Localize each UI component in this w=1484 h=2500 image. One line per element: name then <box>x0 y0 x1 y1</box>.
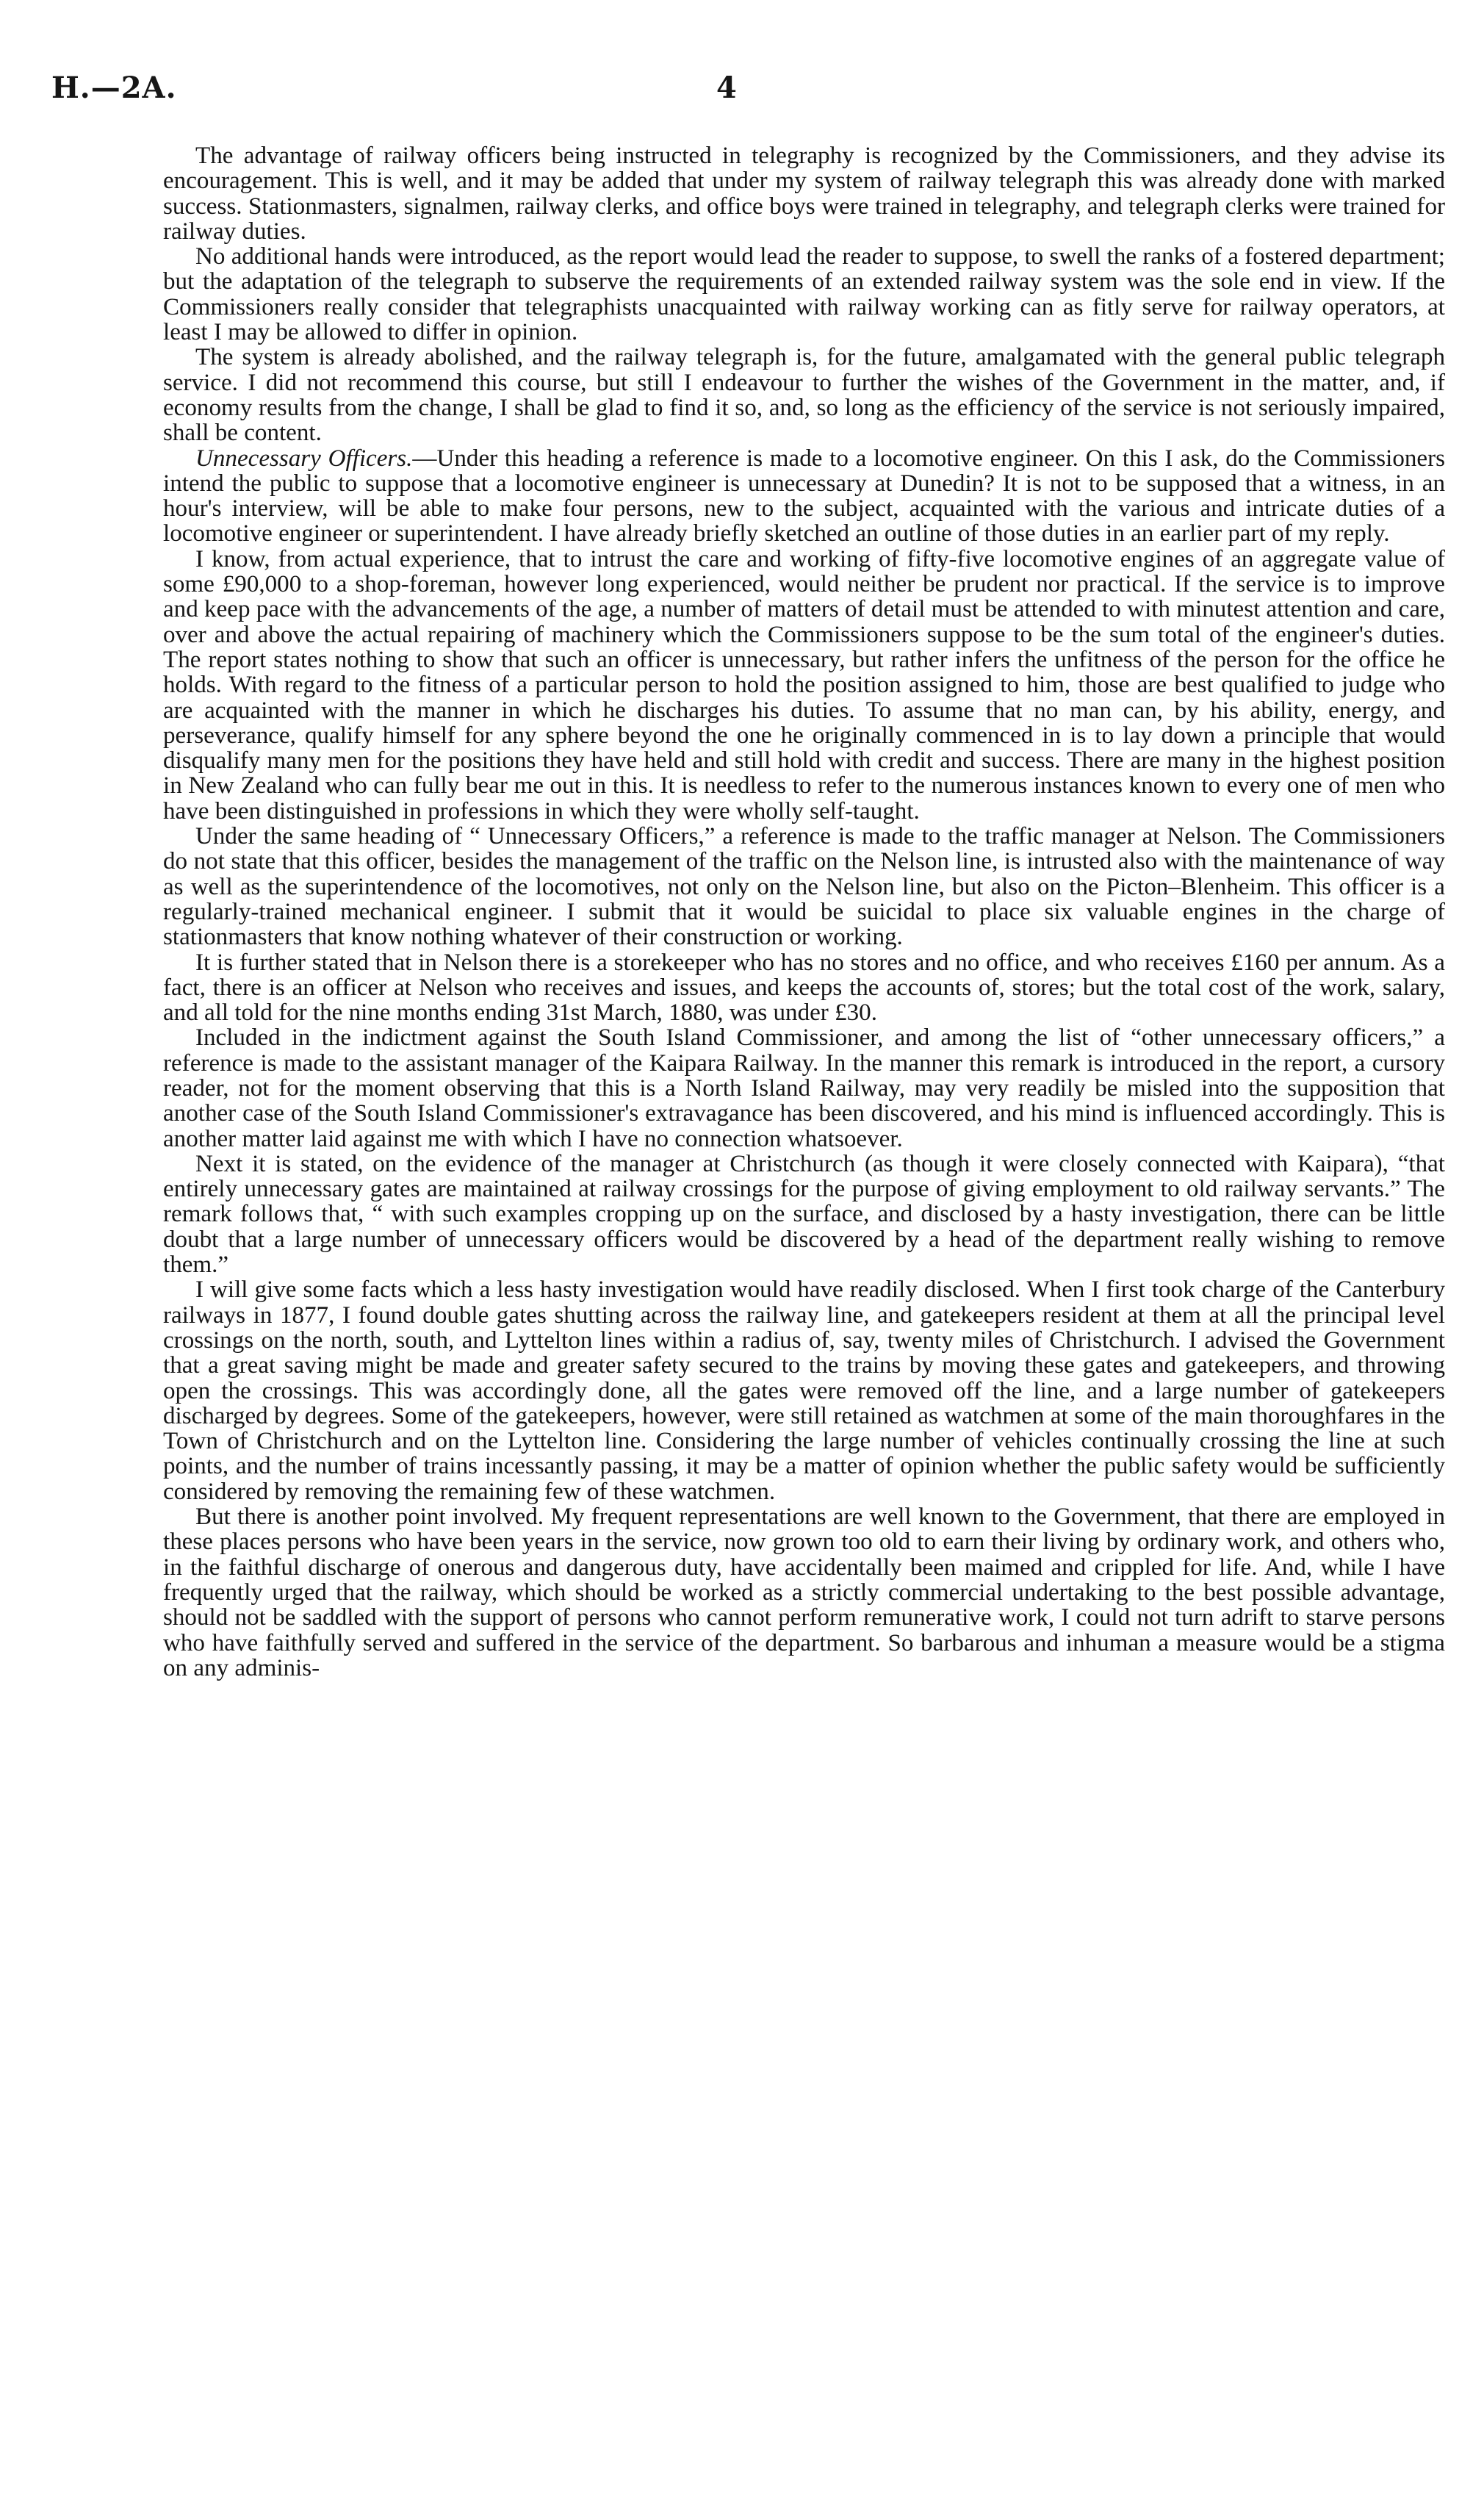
body-text <box>163 143 1445 1681</box>
paragraph: It is further stated that in Nelson there is a storekeeper who has no stores and no office, and who receives £160 per annum. As a fact, there is an officer at Nelson who receives and issues, and keeps the accounts of, stores; but the total cost of the work, salary, and all told for the nine months ending 31st March, 1880, was under £30. <box>163 949 1445 1027</box>
paragraph-text: —Under this heading a reference is made to a locomotive engineer. On this I ask, do the Commissioners intend the public to suppose that a locomotive engineer is unnecessary at Dunedin? It is not to be supposed that a witness, in an hour's interview, will be able to make four persons, new to the subject, acquainted with the various and intricate duties of a locomotive engineer or superintendent. I have already briefly sketched an outline of those duties in an earlier part of my reply. <box>163 445 1445 547</box>
paragraph: The system is already abolished, and the railway telegraph is, for the future, amalgamated with the general public telegraph service. I did not recommend this course, but still I endeavour to further the wishes of the Government in the matter, and, if economy results from the change, I shall be glad to find it so, and, so long as the efficiency of the service is not seriously impaired, shall be content. <box>163 344 1445 447</box>
document-code: H.—2A. <box>51 71 177 105</box>
section-heading: Unnecessary Officers. <box>195 445 413 472</box>
paragraph: Included in the indictment against the South Island Commissioner, and among the list of “other unnecessary officers,” a reference is made to the assistant manager of the Kaipara Railway. In the manner this remark is introduced in the report, a cursory reader, not for the moment observing that this is a North Island Railway, may very readily be misled into the supposition that another case of the South Island Commissioner's extravagance has been discovered, and his mind is influenced accordingly. This is another matter laid against me with which I have no connection whatsoever. <box>163 1024 1445 1152</box>
paragraph: But there is another point involved. My frequent representations are well known to the Government, that there are employed in these places persons who have been years in the service, now grown too old to earn their living by ordinary work, and others who, in the faithful discharge of onerous and dangerous duty, have accidentally been maimed and crippled for life. And, while I have frequently urged that the railway, which should be worked as a strictly commercial undertaking to the best possible advantage, should not be saddled with the support of persons who cannot perform remunerative work, I could not turn adrift to starve persons who have faithfully served and suffered in the service of the department. So barbarous and inhuman a measure would be a stigma on any adminis- <box>163 1504 1445 1681</box>
paragraph: No additional hands were introduced, as the report would lead the reader to suppose, to swell the ranks of a fostered department; but the adaptation of the telegraph to subserve the requirements of an extended railway system was the sole end in view. If the Commissioners really consider that telegraphists unacquainted with railway working can as fitly serve for railway operators, at least I may be allowed to differ in opinion. <box>163 243 1445 346</box>
paragraph: The advantage of railway officers being instructed in telegraphy is recognized by the Commissioners, and they advise its encouragement. This is well, and it may be added that under my system of railway telegraph this was already done with marked success. Stationmasters, signalmen, railway clerks, and office boys were trained in telegraphy, and telegraph clerks were trained for railway duties. <box>163 143 1445 245</box>
paragraph <box>163 446 1445 547</box>
paragraph: Next it is stated, on the evidence of the manager at Christchurch (as though it were closely connected with Kaipara), “that entirely unnecessary gates are maintained at railway crossings for the purpose of giving employment to old railway servants.” The remark follows that, “ with such examples cropping up on the surface, and disclosed by a hasty investigation, there can be little doubt that a large number of unnecessary officers would be discovered by a head of the department really wishing to remove them.” <box>163 1150 1445 1279</box>
page-header <box>51 71 1462 115</box>
paragraph: I know, from actual experience, that to intrust the care and working of fifty-five locomotive engines of an aggregate value of some £90,000 to a shop-foreman, however long experienced, would neither be prudent nor practical. If the service is to improve and keep pace with the advancements of the age, a number of matters of detail must be attended to with minutest attention and care, over and above the actual repairing of machinery which the Commissioners suppose to be the sum total of the engineer's duties. The report states nothing to show that such an officer is unnecessary, but rather infers the unfitness of the person for the office he holds. With regard to the fitness of a particular person to hold the position assigned to him, those are best qualified to judge who are acquainted with the manner in which he discharges his duties. To assume that no man can, by his ability, energy, and perseverance, qualify himself for any sphere beyond the one he originally commenced in is to lay down a principle that would disqualify many men for the positions they have held and still hold with credit and success. There are many in the highest position in New Zealand who can fully bear me out in this. It is needless to refer to the numerous instances known to every one of men who have been distinguished in professions in which they were wholly self-taught. <box>163 545 1445 825</box>
paragraph: Under the same heading of “ Unnecessary Officers,” a reference is made to the traffic manager at Nelson. The Commissioners do not state that this officer, besides the management of the traffic on the Nelson line, is intrusted also with the maintenance of way as well as the superintendence of the locomotives, not only on the Nelson line, but also on the Picton–Blenheim. This officer is a regularly-trained mechanical engineer. I submit that it would be suicidal to place six valuable engines in the charge of stationmasters that know nothing whatever of their construction or working. <box>163 823 1445 951</box>
paragraph: I will give some facts which a less hasty investigation would have readily disclosed. When I first took charge of the Canterbury railways in 1877, I found double gates shutting across the railway line, and gatekeepers resident at them at all the principal level crossings on the north, south, and Lyttelton lines within a radius of, say, twenty miles of Christchurch. I advised the Government that a great saving might be made and greater safety secured to the trains by moving these gates and gatekeepers, and throwing open the crossings. This was accordingly done, all the gates were removed off the line, and a large number of gatekeepers discharged by degrees. Some of the gatekeepers, however, were still retained as watchmen at some of the main thoroughfares in the Town of Christchurch and on the Lyttelton line. Considering the large number of vehicles continually crossing the line at such points, and the number of trains incessantly passing, it may be a matter of opinion whether the public safety would be sufficiently considered by removing the remaining few of these watchmen. <box>163 1276 1445 1505</box>
page-number: 4 <box>716 71 737 105</box>
